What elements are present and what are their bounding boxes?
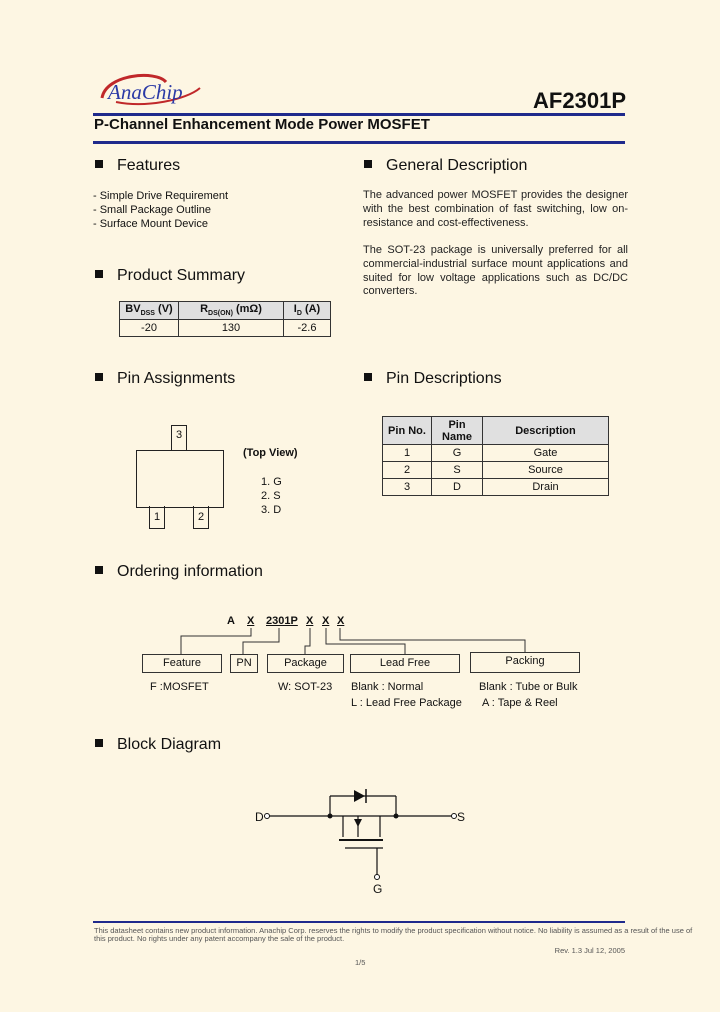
table-row: 1 G Gate — [383, 445, 609, 462]
lead-free-description: Blank : Normal L : Lead Free Package — [351, 681, 462, 709]
code-char-a: A — [227, 615, 235, 627]
pin-2-lead: 2 — [193, 506, 209, 529]
list-item: 1. G — [261, 476, 282, 488]
packing-description: Blank : Tube or Bulk A : Tape & Reel — [479, 681, 578, 709]
packing-box: Packing — [470, 652, 580, 673]
table-header: $BV_{DSS}$ (V) — [120, 302, 179, 320]
part-number: AF2301P — [533, 88, 626, 113]
table-row: 3 D Drain — [383, 479, 609, 496]
feature-box: Feature — [142, 654, 222, 673]
table-header: $R_{DS(ON)}$ (mΩ) — [179, 302, 284, 320]
feature-description: F :MOSFET — [150, 681, 209, 693]
page-number: 1/5 — [355, 958, 366, 967]
general-description-p1: The advanced power MOSFET provides the designer with the best combination of fast switching, low on-resistance and cost-effectiveness. — [363, 189, 628, 229]
list-item: 2. S — [261, 490, 281, 502]
package-box: Package — [267, 654, 344, 673]
lead-free-box: Lead Free — [350, 654, 460, 673]
code-char-leadfree: X — [322, 615, 330, 627]
pin-1-lead: 1 — [149, 506, 165, 529]
table-header: Description — [483, 417, 609, 445]
code-part-number: 2301P — [266, 615, 298, 627]
table-row: 2 S Source — [383, 462, 609, 479]
code-char-packing: X — [337, 615, 345, 627]
package-description: W: SOT-23 — [278, 681, 333, 693]
general-description-p2: The SOT-23 package is universally preferred for all commercial-industrial surface mount applications and suited for low voltage applications such as DC/DC converters. — [363, 244, 628, 298]
list-item: 3. D — [261, 504, 282, 516]
pin-assignments-heading: Pin Assignments — [95, 370, 235, 388]
source-label: S — [457, 810, 466, 824]
pin-3-lead: 3 — [171, 425, 187, 450]
block-diagram-heading: Block Diagram — [95, 736, 221, 754]
general-description-heading: General Description — [364, 157, 527, 175]
table-header: Pin Name — [432, 417, 483, 445]
product-summary-heading: Product Summary — [95, 267, 245, 285]
drain-label: D — [255, 810, 264, 824]
top-view-label: (Top View) — [243, 447, 298, 459]
footer-disclaimer-1: This datasheet contains new product information. Anachip Corp. reserves the rights to modify the product specification without notice. No liability is assumed as a result of the use of — [94, 926, 693, 935]
list-item: - Small Package Outline — [93, 204, 211, 216]
ordering-heading: Ordering information — [95, 563, 263, 581]
table-header: $I_D$ (A) — [284, 302, 331, 320]
table-header: Pin No. — [383, 417, 432, 445]
footer-rule — [93, 921, 625, 923]
list-item: - Simple Drive Requirement — [93, 190, 229, 202]
code-char-feature: X — [247, 615, 255, 627]
list-item: - Surface Mount Device — [93, 218, 208, 230]
code-char-package: X — [306, 615, 314, 627]
footer-revision: Rev. 1.3 Jul 12, 2005 — [554, 946, 625, 955]
gate-label: G — [373, 882, 383, 896]
features-heading: Features — [95, 157, 180, 175]
table-row: -20 130 -2.6 — [120, 320, 331, 337]
pin-descriptions-heading: Pin Descriptions — [364, 370, 502, 388]
mosfet-symbol — [255, 785, 470, 890]
logo-text: AnaChip — [108, 80, 183, 104]
footer-disclaimer-2: this product. No rights under any patent accompany the sale of the product. — [94, 934, 345, 943]
pn-box: PN — [230, 654, 258, 673]
page-subtitle: P-Channel Enhancement Mode Power MOSFET — [94, 116, 430, 133]
